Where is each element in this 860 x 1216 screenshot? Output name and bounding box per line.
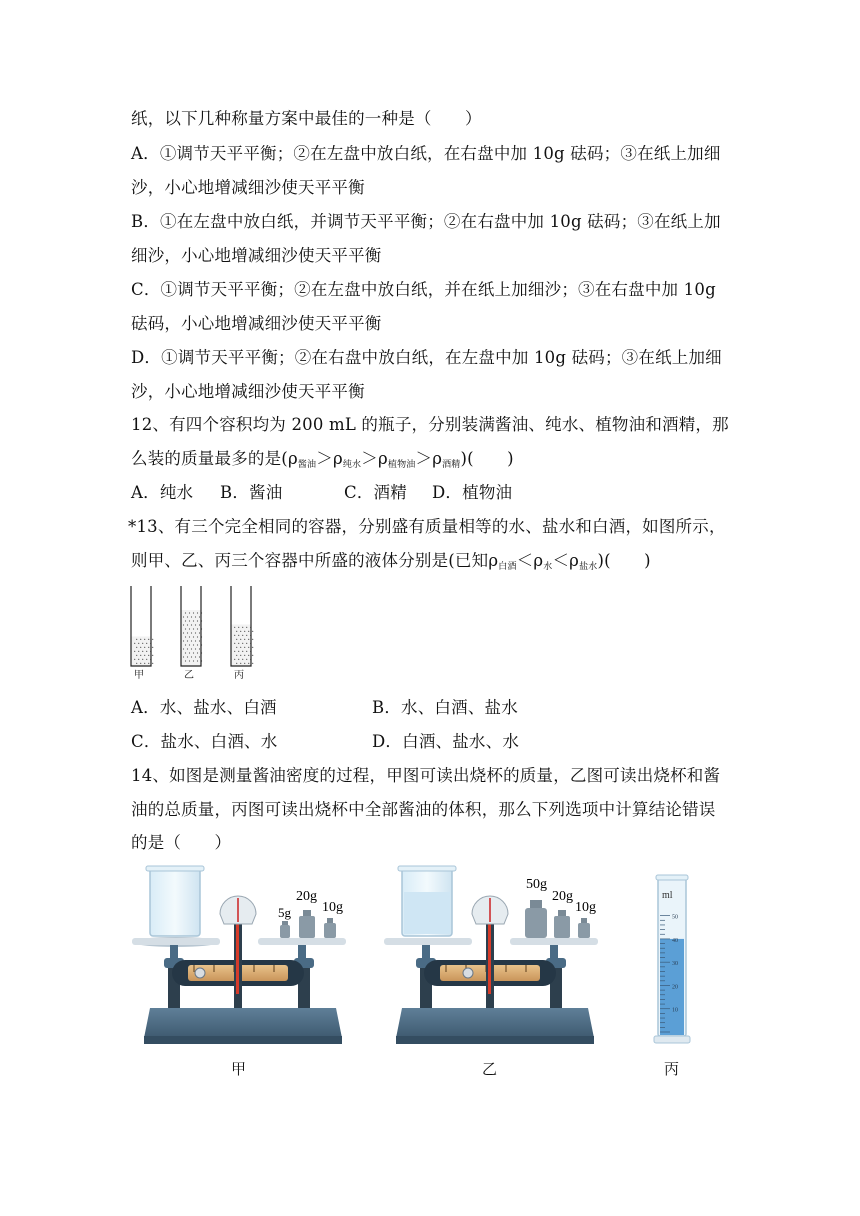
q13-option-d: D．白酒、盐水、水 bbox=[372, 732, 520, 751]
weight-label-10g: 10g bbox=[322, 900, 343, 915]
option-c: C．①调节天平平衡；②在左盘中放白纸，并在纸上加细沙；③在右盘中加 10g bbox=[131, 280, 716, 299]
cylinder-tick-label: 30 bbox=[672, 961, 678, 968]
text-line: 沙，小心地增减细沙使天平平衡 bbox=[131, 178, 365, 197]
cylinder-tick-label: 50 bbox=[672, 914, 678, 921]
figure-label-jia: 甲 bbox=[231, 1060, 247, 1078]
q13-option-a: A．水、盐水、白酒 bbox=[131, 698, 277, 717]
option-a: A．①调节天平平衡；②在左盘中放白纸，在右盘中加 10g 砝码；③在纸上加细 bbox=[131, 144, 721, 163]
weight-label-20g: 20g bbox=[552, 889, 573, 904]
question-12-density-relation: 么装的质量最多的是$(\rho_{酱油}>\rho_{纯水}>\rho_{植物油}>\rho_{酒精})$( ) bbox=[131, 449, 514, 470]
text-line: 沙，小心地增减细沙使天平平衡 bbox=[131, 382, 365, 401]
cylinder-tick-label: 20 bbox=[672, 984, 678, 991]
container-label-yi: 乙 bbox=[184, 670, 194, 681]
q13-option-b: B．水、白酒、盐水 bbox=[372, 698, 518, 717]
container-liquid bbox=[231, 624, 251, 666]
balance-yi-figure bbox=[380, 862, 610, 1052]
q12-option-b: B．酱油 bbox=[220, 483, 283, 502]
option-d: D．①调节天平平衡；②在右盘中放白纸，在左盘中加 10g 砝码；③在纸上加细 bbox=[131, 348, 722, 367]
graduated-cylinder-figure bbox=[650, 872, 694, 1048]
question-12-stem: 12、有四个容积均为 200 mL 的瓶子，分别装满酱油、纯水、植物油和酒精，那 bbox=[131, 415, 729, 434]
figure-label-bing: 丙 bbox=[664, 1060, 680, 1078]
option-b: B．①在左盘中放白纸，并调节天平平衡；②在右盘中加 10g 砝码；③在纸上加 bbox=[131, 212, 721, 231]
cylinder-unit-label: ml bbox=[662, 890, 673, 901]
text-line: 细沙，小心地增减细沙使天平平衡 bbox=[131, 246, 382, 265]
question-14-stem: 14、如图是测量酱油密度的过程，甲图可读出烧杯的质量，乙图可读出烧杯和酱 bbox=[131, 766, 721, 785]
cylinder-tick-label: 40 bbox=[672, 937, 678, 944]
text-line: 砝码，小心地增减细沙使天平平衡 bbox=[131, 314, 382, 333]
cylinder-tick-label: 10 bbox=[672, 1007, 678, 1014]
question-13-stem: *13、有三个完全相同的容器，分别盛有质量相等的水、盐水和白酒，如图所示， bbox=[128, 517, 726, 536]
three-containers-figure bbox=[125, 584, 265, 684]
container-liquid bbox=[131, 636, 151, 666]
q12-option-d: D．植物油 bbox=[432, 483, 513, 502]
balance-jia-figure bbox=[128, 862, 358, 1052]
question-14-stem: 油的总质量，丙图可读出烧杯中全部酱油的体积，那么下列选项中计算结论错误 bbox=[131, 800, 716, 819]
weight-label-50g: 50g bbox=[526, 877, 547, 892]
container-liquid bbox=[181, 610, 201, 666]
question-13-density-relation: 则甲、乙、丙三个容器中所盛的液体分别是(已知$\rho_{白酒}<\rho_水<\rho_{盐水}$)( ) bbox=[131, 551, 651, 572]
weight-label-20g: 20g bbox=[296, 889, 317, 904]
figure-label-yi: 乙 bbox=[482, 1060, 498, 1078]
q13-option-c: C．盐水、白酒、水 bbox=[131, 732, 278, 751]
weight-label-5g: 5g bbox=[278, 905, 291, 920]
container-label-bing: 丙 bbox=[234, 670, 244, 681]
q12-option-c: C．酒精 bbox=[344, 483, 407, 502]
weight-label-10g: 10g bbox=[575, 900, 596, 915]
container-label-jia: 甲 bbox=[134, 670, 144, 681]
text-line: 纸，以下几种称量方案中最佳的一种是（ ） bbox=[131, 109, 482, 128]
q12-option-a: A．纯水 bbox=[131, 483, 194, 502]
question-14-stem: 的是（ ） bbox=[131, 833, 232, 852]
